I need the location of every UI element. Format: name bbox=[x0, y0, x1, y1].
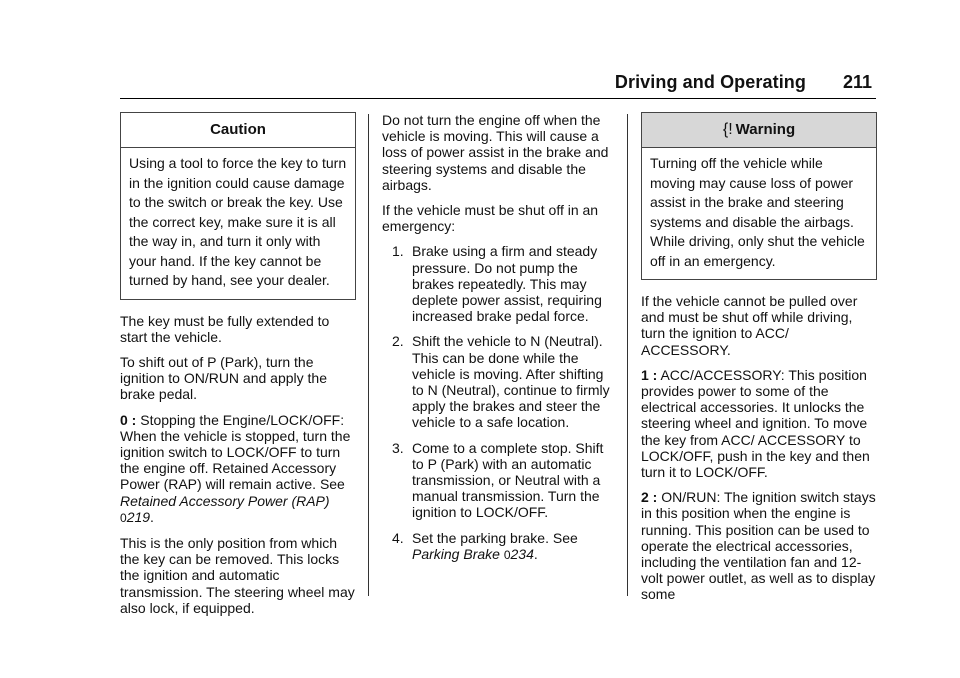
column-divider bbox=[627, 114, 628, 596]
warning-body: Turning off the vehicle while moving may cause loss of power assist in the brake and steering systems and disable the airbags. While driving, only shut the vehicle off in an emergency. bbox=[650, 155, 865, 269]
steps-list bbox=[382, 243, 616, 563]
page-header bbox=[120, 66, 876, 99]
paragraph: If the vehicle must be shut off in an emergency: bbox=[382, 202, 599, 235]
position-text: ACC/ACCESSORY: This position provides power to some of the electrical accessories. It unlocks the steering wheel and ignition. To move the key from ACC/ ACCESSORY to LOCK/OFF, push in the key and then turn it to LOCK/OFF. bbox=[641, 366, 870, 481]
xref-page[interactable]: 234 bbox=[510, 545, 534, 562]
page-number: 211 bbox=[842, 72, 872, 92]
xref-link[interactable]: Parking Brake bbox=[412, 545, 500, 562]
paragraph: This is the only position from which the key can be removed. This locks the ignition and automatic transmission. The steering wheel may also lock, if equipped. bbox=[120, 534, 355, 616]
position-0-paragraph bbox=[120, 412, 356, 526]
list-item: 2. Shift the vehicle to N (Neutral). This can be done while the vehicle is moving. After shifting to N (Neutral), continue to firmly apply the brakes and steer the vehicle to a safe location. bbox=[392, 333, 610, 431]
list-item: 3. Come to a complete stop. Shift to P (Park) with an automatic transmission, or Neutral with a manual transmission. Turn the ignition to LOCK/OFF. bbox=[392, 439, 604, 521]
position-text: Stopping the Engine/LOCK/OFF: When the vehicle is stopped, turn the ignition switch to LOCK/OFF to turn the engine off. Retained Accessory Power (RAP) will remain active. See bbox=[120, 411, 351, 493]
column-2 bbox=[382, 112, 616, 572]
paragraph: Do not turn the engine off when the vehicle is moving. This will cause a loss of power assist in the brake and steering systems and disable the airbags. bbox=[382, 112, 609, 193]
xref-link[interactable]: Retained Accessory Power (RAP) bbox=[120, 492, 330, 509]
position-label: 2 : bbox=[641, 489, 658, 506]
warning-box bbox=[641, 112, 877, 280]
position-label: 0 : bbox=[120, 411, 137, 428]
position-2-paragraph bbox=[641, 489, 877, 602]
position-text: ON/RUN: The ignition switch stays in this position when the engine is running. This position can be used to operate the electrical accessories, including the ventilation fan and 12-volt power outlet, as well as to display some bbox=[641, 489, 876, 603]
position-1-paragraph bbox=[641, 367, 877, 480]
page-ref-icon: 0 bbox=[120, 510, 127, 525]
caution-title: Caution bbox=[121, 113, 355, 148]
paragraph: The key must be fully extended to start the vehicle. bbox=[120, 312, 330, 345]
column-1 bbox=[120, 112, 356, 625]
page-ref-icon: 0 bbox=[503, 547, 511, 562]
caution-box bbox=[120, 112, 356, 300]
sentence-end: . bbox=[150, 508, 154, 525]
paragraph: If the vehicle cannot be pulled over and must be shut off while driving, turn the ignition to ACC/ ACCESSORY. bbox=[641, 293, 858, 358]
list-item: 1. Brake using a firm and steady pressure. Do not pump the brakes repeatedly. This may deplete power assist, requiring increased brake pedal force. bbox=[392, 243, 602, 325]
caution-body: Using a tool to force the key to turn in the ignition could cause damage to the switch or break the key. Use the correct key, make sure it is all the way in, and turn it only with your hand. If the key cannot be turned by hand, see your dealer. bbox=[129, 155, 347, 288]
position-label: 1 : bbox=[641, 366, 658, 383]
xref-page[interactable]: 219 bbox=[126, 508, 151, 525]
warning-title: Warning bbox=[735, 121, 796, 138]
list-item: 4. Set the parking brake. See Parking Brake 0234. bbox=[392, 529, 578, 562]
warning-header bbox=[642, 113, 876, 148]
column-3 bbox=[641, 112, 877, 612]
warning-icon: {! bbox=[722, 121, 733, 138]
column-divider bbox=[368, 114, 369, 596]
paragraph: To shift out of P (Park), turn the ignition to ON/RUN and apply the brake pedal. bbox=[120, 353, 327, 403]
section-title: Driving and Operating bbox=[614, 72, 806, 92]
